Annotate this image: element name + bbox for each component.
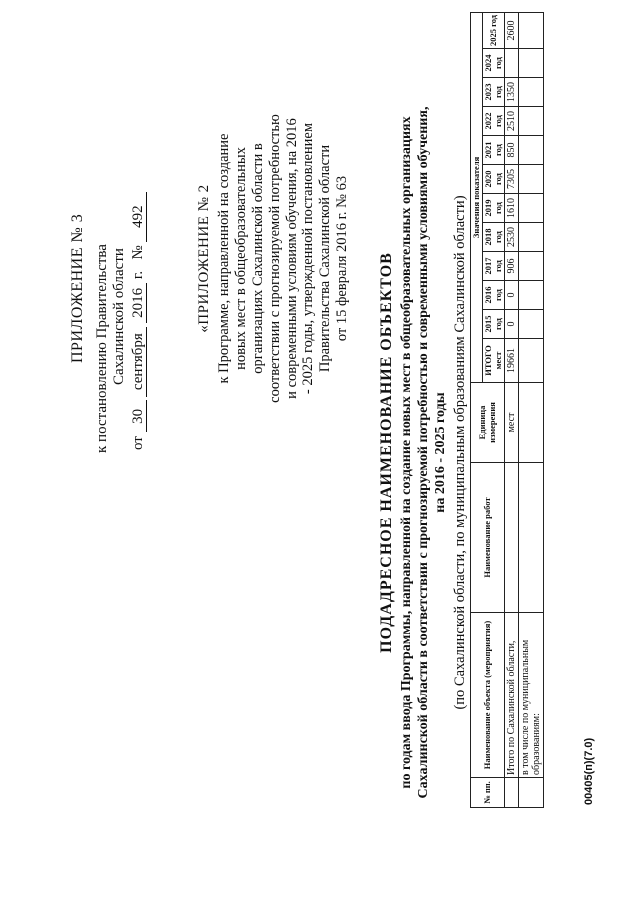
cell-year: 850 — [505, 136, 519, 165]
header-values-group: Значения показателя — [471, 12, 483, 382]
cell-year: 7305 — [505, 165, 519, 194]
order-number: 492 — [131, 192, 147, 242]
table-header-row — [471, 12, 483, 807]
header-year: 2016 год — [483, 281, 505, 310]
appendix2-line: соответствии с прогнозируемой потребностью — [266, 114, 283, 403]
appendix2-line: Правительства Сахалинской области — [317, 144, 334, 373]
subtitle-line: по годам ввода Программы, направленной на создание новых мест в общеобразовательных организациях — [399, 116, 414, 789]
cell-year — [519, 223, 544, 252]
cell-year: 2600 — [505, 12, 519, 48]
cell-year: 2530 — [505, 223, 519, 252]
objects-table — [470, 12, 544, 808]
header-unit: Единица измерения — [471, 383, 505, 463]
cell-unit — [519, 383, 544, 463]
header-works: Наименование работ — [471, 463, 505, 613]
cell-year: 906 — [505, 252, 519, 281]
cell-total — [519, 339, 544, 383]
header-total: ИТОГО мест — [483, 339, 505, 383]
cell-works — [505, 463, 519, 613]
number-prefix: № — [130, 245, 146, 260]
header-year: 2015 год — [483, 310, 505, 339]
subtitle-line: Сахалинской области в соответствии с прогнозируемой потребностью и современными условиями обучения, — [416, 106, 432, 799]
document-scope: (по Сахалинской области, по муниципальным образованиям Сахалинской области) — [452, 195, 468, 710]
cell-num — [519, 778, 544, 808]
cell-year — [519, 194, 544, 223]
cell-year — [505, 49, 519, 78]
appendix2-line: к Программе, направленной на создание — [216, 133, 233, 384]
cell-year — [519, 136, 544, 165]
cell-year: 1610 — [505, 194, 519, 223]
cell-year — [519, 107, 544, 136]
date-prefix: от — [130, 436, 146, 450]
cell-unit: мест — [505, 383, 519, 463]
appendix2-block — [196, 96, 351, 421]
header-year: 2019 год — [483, 194, 505, 223]
cell-year: 2510 — [505, 107, 519, 136]
header-year: 2022 год — [483, 107, 505, 136]
cell-year — [519, 310, 544, 339]
date-year: 2016 — [131, 283, 147, 323]
appendix2-line: и современными условиям обучения, на 2016 — [283, 118, 300, 399]
footer-code: 00405(п)(7.0) — [583, 737, 595, 805]
table-row — [505, 12, 519, 807]
table-row — [519, 12, 544, 807]
cell-total: 19661 — [505, 339, 519, 383]
cell-object: в том числе по муниципальным образованиям: — [519, 613, 544, 778]
appendix2-line: новых мест в общеобразовательных — [233, 147, 250, 370]
header-year: 2023 год — [483, 78, 505, 107]
cell-num — [505, 778, 519, 808]
cell-object: Итого по Сахалинской области, — [505, 613, 519, 778]
cell-year — [519, 281, 544, 310]
appendix2-line: от 15 февраля 2016 г. № 63 — [334, 175, 351, 342]
appendix3-title: ПРИЛОЖЕНИЕ № 3 — [69, 213, 86, 363]
cell-works — [519, 463, 544, 613]
cell-year — [519, 78, 544, 107]
cell-year — [519, 49, 544, 78]
appendix2-title: «ПРИЛОЖЕНИЕ № 2 — [196, 184, 212, 333]
appendix2-line: организациях Сахалинской области в — [250, 143, 267, 374]
cell-year — [519, 12, 544, 48]
cell-year — [519, 252, 544, 281]
document-title: ПОДАДРЕСНОЕ НАИМЕНОВАНИЕ ОБЪЕКТОВ — [378, 252, 395, 653]
header-year: 2017 год — [483, 252, 505, 281]
cell-year: 0 — [505, 281, 519, 310]
cell-year — [519, 165, 544, 194]
header-num: № пп. — [471, 778, 505, 808]
header-year: 2021 год — [483, 136, 505, 165]
header-year: 2018 год — [483, 223, 505, 252]
appendix3-line1: к постановлению Правительства — [94, 244, 110, 453]
subtitle-line: на 2016 - 2025 годы — [433, 392, 449, 513]
header-object: Наименование объекта (мероприятия) — [471, 613, 505, 778]
date-suffix: г. — [130, 270, 146, 280]
date-day: 30 — [131, 400, 147, 432]
date-month: сентября — [131, 327, 147, 397]
document-subtitle — [398, 0, 449, 905]
header-year: 2024 год — [483, 49, 505, 78]
appendix3-date — [131, 192, 147, 450]
header-year: 2025 год — [483, 12, 505, 48]
cell-year: 0 — [505, 310, 519, 339]
appendix2-line: - 2025 годы, утвержденной постановлением — [300, 122, 317, 395]
appendix3-line2: Сахалинской области — [111, 248, 127, 385]
cell-year: 1350 — [505, 78, 519, 107]
header-year: 2020 год — [483, 165, 505, 194]
